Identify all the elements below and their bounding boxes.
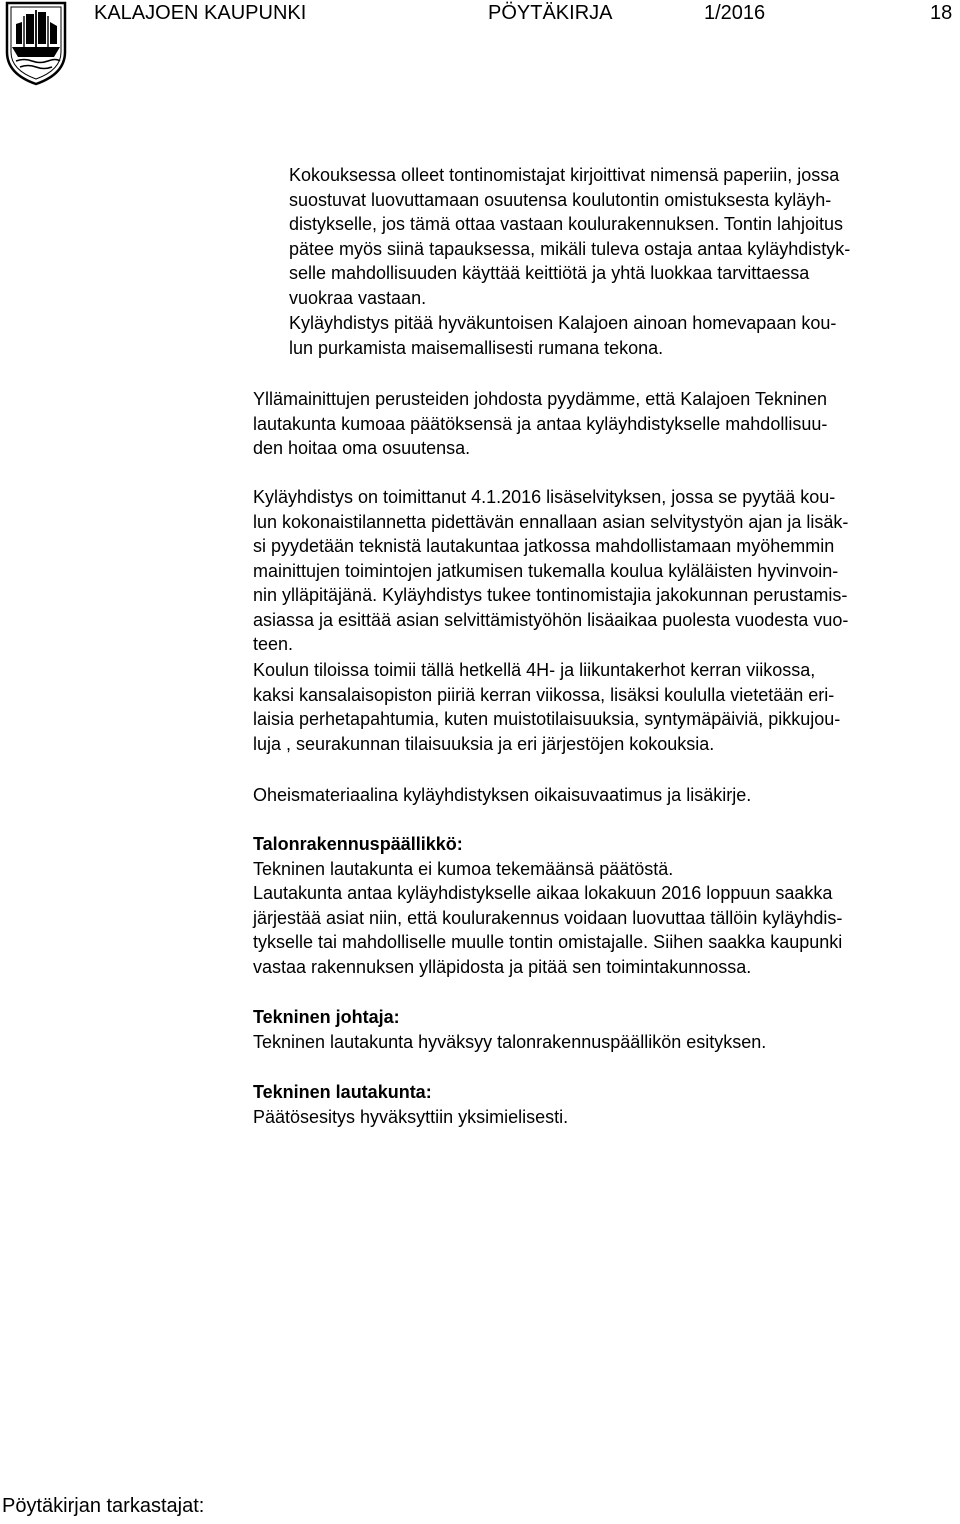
additional-report-paragraph: Kyläyhdistys on toimittanut 4.1.2016 lisäselvityksen, jossa se pyytää kou- lun kokonaistilannetta pidettävän ennallaan asian selvitystyön ajan ja lisäk- si pyydetään teknistä lautakuntaa jatkossa mahdollistamaan myöhemmin mainittujen toimintojen jatkumisen tukemalla koulua kyläläisten hyvinvoin- nin ylläpitäjänä. Kyläyhdistys tukee tontinomistajia jakokunnan perustamis- asiassa ja esittää asian selvittämistyöhön lisäaikaa puolesta vuodesta vuo- teen. [253, 487, 849, 654]
johtaja-heading: Tekninen johtaja: [253, 1007, 400, 1027]
lautakunta-text: Päätösesitys hyväksyttiin yksimielisesti. [253, 1107, 569, 1127]
footer-label: Pöytäkirjan tarkastajat: [2, 1495, 205, 1517]
quote-paragraph-2: Kyläyhdistys pitää hyväkuntoisen Kalajoen ainoan homevapaan kou- lun purkamista maisemallisesti rumana tekona. [289, 313, 837, 358]
document-number: 1/2016 [704, 2, 766, 24]
organization-name: KALAJOEN KAUPUNKI [94, 2, 307, 24]
talonrakennus-heading: Talonrakennuspäällikkö: [253, 834, 463, 854]
talonrakennus-text: Lautakunta antaa kyläyhdistykselle aikaa lokakuun 2016 loppuun saakka järjestää asiat niin, että koulurakennus voidaan luovuttaa tällöin kyläyhdis- tykselle tai mahdolliselle muulle tontin omistajalle. Siihen saakka kaupunki vastaa rakennuksen ylläpidosta ja pitää sen toimintakunnossa. [253, 883, 843, 977]
request-paragraph: Yllämainittujen perusteiden johdosta pyydämme, että Kalajoen Tekninen lautakunta kumoaa päätöksensä ja antaa kyläyhdistykselle mahdollisuu- den hoitaa oma osuutensa. [253, 389, 828, 458]
lautakunta-heading: Tekninen lautakunta: [253, 1082, 432, 1102]
ship-coat-of-arms-icon [4, 0, 68, 86]
johtaja-text: Tekninen lautakunta hyväksyy talonrakennuspäällikön esityksen. [253, 1032, 767, 1052]
document-type: PÖYTÄKIRJA [488, 2, 613, 24]
page-number: 18 [930, 2, 953, 24]
school-activities-paragraph: Koulun tiloissa toimii tällä hetkellä 4H- ja liikuntakerhot kerran viikossa, kaksi kansalaisopiston piiriä kerran viikossa, lisäksi koululla vietetään eri- laisia perhetapahtumia, kuten muistotilaisuuksia, syntymäpäiviä, pikkujou- luja , seurakunnan tilaisuuksia ja eri järjestöjen kokouksia. [253, 660, 841, 754]
talonrakennus-line1: Tekninen lautakunta ei kumoa tekemäänsä päätöstä. [253, 859, 674, 879]
quote-paragraph-1: Kokouksessa olleet tontinomistajat kirjoittivat nimensä paperiin, jossa suostuvat luovuttamaan osuutensa koulutontin omistuksesta kyläyh- distykselle, jos tämä ottaa vastaan koulurakennuksen. Tontin lahjoitus pätee myös siinä tapauksessa, mikäli tuleva ostaja antaa kyläyhdistyk- selle mahdollisuuden käyttää keittiötä ja yhtä luokkaa tarvittaessa vuokraa vastaan. [289, 165, 851, 308]
attachments-paragraph: Oheismateriaalina kyläyhdistyksen oikaisuvaatimus ja lisäkirje. [253, 785, 752, 805]
